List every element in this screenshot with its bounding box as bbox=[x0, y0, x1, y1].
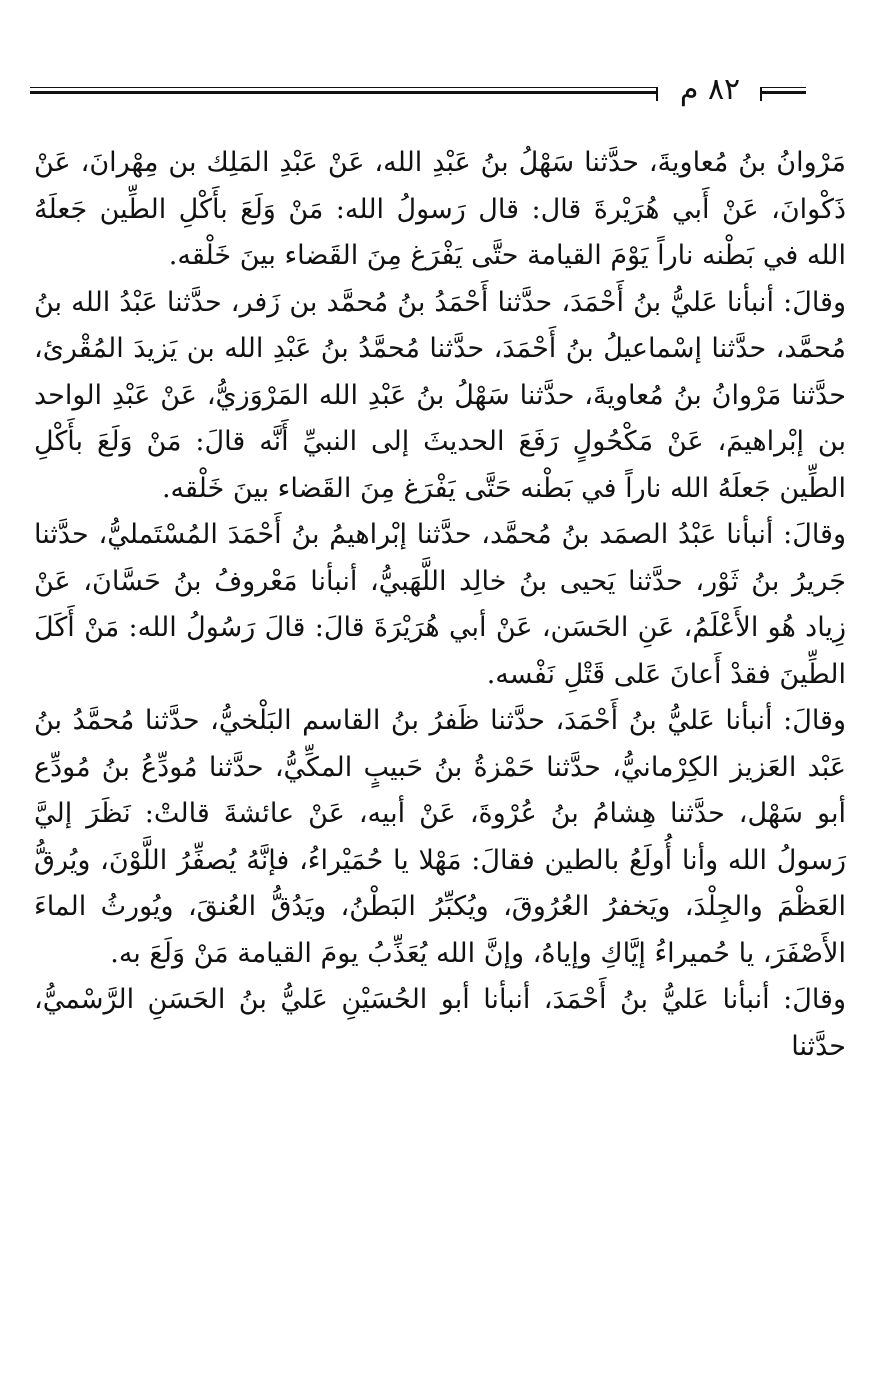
page-number: ٨٢ م bbox=[679, 72, 741, 107]
page-header bbox=[30, 70, 806, 118]
header-divider-left bbox=[656, 87, 658, 101]
paragraph-3: وقالَ: أنبأنا عَبْدُ الصمَد بنُ مُحمَّد، حدَّثنا إبْراهيمُ بنُ أَحْمَدَ المُسْتَمليُّ، حدَّثنا جَريرُ بنُ ثَوْر، حدَّثنا يَحيى بنُ خالِد اللَّهَبيُّ، أنبأنا مَعْروفُ بنُ حَسَّانَ، عَنْ زِياد هُو الأَعْلَمُ، عَنِ الحَسَن، عَنْ أبي هُرَيْرَةَ قالَ: قالَ رَسُولُ الله: مَنْ أَكَلَ الطِّينَ فقدْ أَعانَ عَلى قَتْلِ نَفْسه. bbox=[34, 519, 846, 690]
paragraph-5: وقالَ: أنبأنا عَليُّ بنُ أَحْمَدَ، أنبأنا أبو الحُسَيْنِ عَليُّ بنُ الحَسَنِ الرَّسْميُّ، حدَّثنا bbox=[34, 984, 846, 1062]
paragraph-1: مَرْوانُ بنُ مُعاويةَ، حدَّثنا سَهْلُ بنُ عَبْدِ الله، عَنْ عَبْدِ المَلِك بن مِهْرانَ، عَنْ ذَكْوانَ، عَنْ أَبي هُرَيْرةَ قال: قال رَسولُ الله: مَنْ وَلَعَ بأَكْلِ الطِّين جَعلَهُ الله في بَطْنه ناراً يَوْمَ القيامة حتَّى يَفْرَغ مِنَ القَضاء بينَ خَلْقه. bbox=[34, 147, 846, 271]
paragraph-2: وقالَ: أنبأنا عَليُّ بنُ أَحْمَدَ، حدَّثنا أَحْمَدُ بنُ مُحمَّد بن زَفر، حدَّثنا عَبْدُ الله بنُ مُحمَّد، حدَّثنا إسْماعيلُ بنُ أَحْمَدَ، حدَّثنا مُحمَّدُ بنُ عَبْدِ الله بن يَزيدَ المُقْرئ، حدَّثنا مَرْوانُ بنُ مُعاويةَ، حدَّثنا سَهْلُ بنُ عَبْدِ الله المَرْوَزيُّ، عَنْ عَبْدِ الواحد بن إبْراهيمَ، عَنْ مَكْحُولٍ رَفَعَ الحديثَ إلى النبيِّ أَنَّه قالَ: مَنْ وَلَعَ بأَكْلِ الطِّين جَعلَهُ الله ناراً في بَطْنه حَتَّى يَفْرَغ مِنَ القَضاء بينَ خَلْقه. bbox=[34, 286, 846, 504]
body-text bbox=[34, 140, 846, 1070]
header-rule-right bbox=[762, 87, 806, 94]
header-rule-left bbox=[30, 87, 656, 94]
paragraph-4: وقالَ: أنبأنا عَليُّ بنُ أَحْمَدَ، حدَّثنا ظَفرُ بنُ القاسم البَلْخيُّ، حدَّثنا مُحمَّدُ بنُ عَبْد العَزيز الكِرْمانيُّ، حدَّثنا حَمْزةُ بنُ حَبيبٍ المكِّيُّ، حدَّثنا مُودِّعُ بنُ مُودِّع أبو سَهْل، حدَّثنا هِشامُ بنُ عُرْوةَ، عَنْ أبيه، عَنْ عائشةَ قالتْ: نَظَرَ إليَّ رَسولُ الله وأنا أُولَعُ بالطين فقالَ: مَهْلا يا حُمَيْراءُ، فإنَّهُ يُصفِّرُ اللَّوْنَ، ويُرقُّ العَظْمَ والجِلْدَ، ويَخفرُ العُرُوقَ، ويُكبِّرُ البَطْنُ، ويَدُقُّ العُنقَ، ويُورثُ الماءَ الأَصْفَرَ، يا حُميراءُ إيَّاكِ وإياهُ، وإنَّ الله يُعَذِّبُ يومَ القيامة مَنْ وَلَعَ به. bbox=[34, 705, 846, 969]
